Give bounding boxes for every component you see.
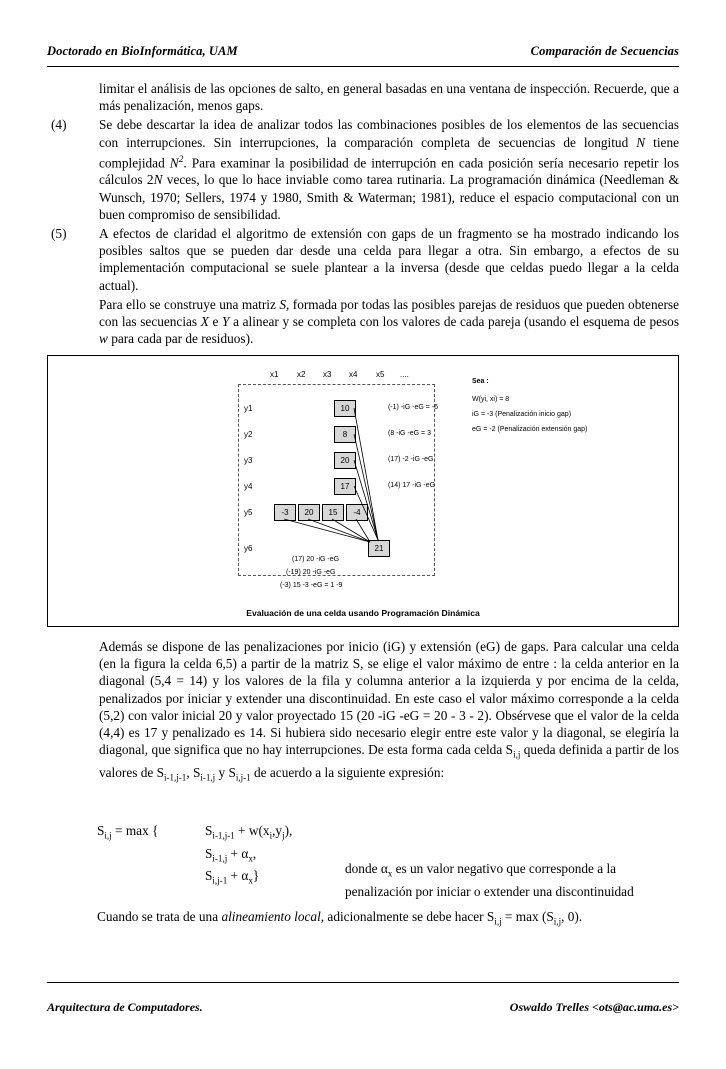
note-text-b: es un valor negativo que corresponde a la penalización por iniciar o extender una discontinuidad xyxy=(345,861,634,899)
figure-annotation-6: (-19) 20 -iG -eG xyxy=(286,569,336,576)
formula-lead-S: S xyxy=(97,823,105,838)
matrix-text-d: a alinear y se completa con los valores de cada pareja (usando el esquema de pesos xyxy=(229,314,679,330)
after-fig-sub-4: i,j-1 xyxy=(235,772,251,783)
page-header xyxy=(47,44,679,59)
header-right: Comparación de Secuencias xyxy=(530,44,679,58)
figure-content xyxy=(48,356,678,626)
paragraph-matrix xyxy=(47,296,679,348)
formula-lead-sub: i,j xyxy=(104,830,112,841)
item4-text-b: tiene complejidad xyxy=(99,134,679,171)
formula-l1-sub3: j xyxy=(282,830,285,841)
footer-left: Arquitectura de Computadores. xyxy=(47,1000,203,1014)
figure-col-label-x4: x4 xyxy=(349,370,358,379)
figure-row-label-y3: y3 xyxy=(244,456,253,465)
figure-cell-20b: 20 xyxy=(298,504,320,521)
figure-caption: Evaluación de una celda usando Programación Dinámica xyxy=(246,608,480,618)
formula-l1-sub2: i xyxy=(269,830,273,841)
formula-l2-a: S xyxy=(205,845,213,861)
document-body xyxy=(47,80,679,347)
figure-annotation-2: (8 -iG -eG = 3 xyxy=(388,430,431,437)
item4-N: N xyxy=(636,134,646,150)
footer-divider xyxy=(47,982,679,983)
figure-row-label-y4: y4 xyxy=(244,482,253,491)
formula-l1-c: ,y xyxy=(272,823,283,838)
formula-l3-b: + α xyxy=(227,868,249,884)
figure-annotation-5: (17) 20 -iG -eG xyxy=(292,556,340,563)
figure-annotation-1: (-1) -iG -eG = -6 xyxy=(388,404,438,411)
formula-l3-sub2: x xyxy=(248,875,253,886)
matrix-symbol-Y: Y xyxy=(222,314,230,330)
formula-l2-b: + α xyxy=(227,845,249,861)
item5-text: A efectos de claridad el algoritmo de extensión con gaps de un fragmento se ha mostrado indicando los posibles saltos que se pueden dar desde una celda para llegar a otra. Sin embargo, a efectos de su implementación computacional se suele plantear a la inversa (desde que celdas puedo llegar a la celda actual). xyxy=(99,226,679,293)
after-fig-sub-3: i-1,j xyxy=(200,772,216,783)
figure-legend-title: Sea : xyxy=(472,378,489,385)
matrix-symbol-X: X xyxy=(200,314,209,330)
closing-a: Cuando se trata de una xyxy=(97,909,222,924)
closing-sub-2: i,j xyxy=(553,916,562,927)
matrix-text-c: e xyxy=(208,314,223,330)
figure-cell-21: 21 xyxy=(368,540,390,557)
figure-cell-17: 17 xyxy=(334,478,356,495)
figure-col-label-x3: x3 xyxy=(323,370,332,379)
paragraph-intro: limitar el análisis de las opciones de salto, en general basadas en una ventana de inspección. Recuerde, que a más penalización, menos gaps. xyxy=(99,81,679,114)
note-sub: x xyxy=(387,868,393,879)
figure-col-label-x1: x1 xyxy=(270,370,279,379)
figure-annotation-4: (14) 17 -iG -eG xyxy=(388,482,436,489)
paragraph-item-4 xyxy=(47,116,679,223)
closing-paragraph xyxy=(97,908,677,931)
formula-note xyxy=(345,860,677,900)
formula-l2-sub2: x xyxy=(248,853,253,864)
after-fig-text-c: , S xyxy=(186,765,201,781)
after-fig-text-a: Además se dispone de las penalizaciones por inicio (iG) y extensión (eG) de gaps. Para calcular una celda (en la figura la celda 6,5) a partir de la matriz S, se elige el valor máximo de entre : la celda anterior en la diagonal (5,4 = 14) y los valores de la fila y columna anterior a la izquierda y por encima de la celda, penalizados por iniciar y extender una discontinuidad. En este caso el valor máximo corresponde a la celda (5,2) con valor inicial 20 y valor proyectado 15 (20 -iG -eG = 20 - 3 - 2). Obsérvese que el valor de la celda (4,4) es 17 y penalizado es 14. Si hubiera sido necesario elegir entre este valor y la diagonal, se elegiría la diagonal, que significa que no hay interrupciones. De esta forma cada celda S xyxy=(99,639,679,758)
figure-cell-minus3: -3 xyxy=(274,504,296,521)
closing-b: , adicionalmente se debe hacer S xyxy=(320,909,495,924)
footer-right: Oswaldo Trelles <ots@ac.uma.es> xyxy=(509,1000,679,1014)
formula-lead xyxy=(97,822,205,845)
figure-row-label-y2: y2 xyxy=(244,430,253,439)
figure-annotation-3: (17) -2 -iG -eG xyxy=(388,456,434,463)
formula-l3-a: S xyxy=(205,868,213,884)
closing-c: = max (S xyxy=(501,909,554,924)
item4-N3: N xyxy=(153,172,163,188)
page-footer xyxy=(47,1000,679,1015)
figure-arrows xyxy=(48,356,678,626)
figure-cell-15: 15 xyxy=(322,504,344,521)
matrix-text-a: Para ello se construye una matriz xyxy=(99,296,280,312)
formula-l3-sub: i,j-1 xyxy=(212,875,228,886)
figure-row-label-y5: y5 xyxy=(244,508,253,517)
item4-text-a: Se debe descartar la idea de analizar todos las combinaciones posibles de los elementos de las secuencias con interrupciones. Sin interrupciones, la comparación completa de secuencias de longitud xyxy=(99,117,679,150)
figure-legend-item-w: W(yi, xi) = 8 xyxy=(472,396,510,403)
after-fig-sub-2: i-1,j-1 xyxy=(164,772,187,783)
after-fig-sub-1: i,j xyxy=(513,749,521,760)
figure-cell-10: 10 xyxy=(334,400,356,417)
item4-text-c: . Para examinar la posibilidad de interrupción en cada posición sería necesario repetir los cálculos 2 xyxy=(99,155,679,188)
document-body-after-figure xyxy=(47,638,679,787)
figure-annotation-7: (-3) 15 -3 -eG = 1 -9 xyxy=(280,582,343,589)
header-divider xyxy=(47,66,679,67)
formula-lead-rest: = max { xyxy=(111,823,159,838)
formula-l1-d: ), xyxy=(284,823,293,838)
item-number-4: (4) xyxy=(51,117,67,133)
item4-exponent: 2 xyxy=(178,153,184,165)
matrix-text-b: formada por todas las posibles parejas de residuos que pueden obtenerse con las secuencias xyxy=(99,296,679,330)
formula-l2-sub: i-1,j xyxy=(212,853,228,864)
figure-legend-item-ig: iG = -3 (Penalización inicio gap) xyxy=(472,411,572,418)
header-left: Doctorado en BioInformática, UAM xyxy=(47,44,238,58)
figure-row-label-y1: y1 xyxy=(244,404,253,413)
closing-d: , 0). xyxy=(561,909,583,924)
formula-l3-c: } xyxy=(252,868,260,884)
figure-col-label-x2: x2 xyxy=(297,370,306,379)
paragraph-item-5 xyxy=(47,225,679,294)
formula-l1-a: S xyxy=(205,823,213,838)
formula-line-1 xyxy=(97,822,677,845)
figure-cell-minus4: -4 xyxy=(346,504,368,521)
note-text-a: donde α xyxy=(345,861,388,876)
figure-legend-item-eg: eG = -2 (Penalización extensión gap) xyxy=(472,426,588,433)
item-number-5: (5) xyxy=(51,226,67,242)
figure-dynamic-programming xyxy=(47,355,679,627)
paragraph-after-figure xyxy=(47,638,679,787)
after-fig-text-e: de acuerdo a la siguiente expresión: xyxy=(250,765,445,781)
figure-cell-8: 8 xyxy=(334,426,356,443)
figure-col-label-x5: x5 xyxy=(376,370,385,379)
item4-text-d: veces, lo que lo hace inviable como tarea rutinaria. La programación dinámica (Needleman & Wunsch, 1970; Sellers, 1974 y 1980, Smith & Waterman; 1981), reduce el espacio computacional con un buen compromiso de sensibilidad. xyxy=(99,172,679,222)
matrix-text-e: para cada par de residuos). xyxy=(107,331,254,347)
after-fig-text-d: y S xyxy=(215,765,236,781)
formula-l1-b: + w(x xyxy=(234,823,270,838)
closing-italic: alineamiento local xyxy=(221,909,321,924)
matrix-symbol-w: w xyxy=(99,331,108,347)
after-fig-text-b: queda definida a partir de los valores de S xyxy=(99,742,679,781)
figure-cell-20: 20 xyxy=(334,452,356,469)
matrix-symbol-S: S, xyxy=(279,296,290,312)
figure-col-label-ellipsis: .... xyxy=(400,370,409,379)
item4-N2: N xyxy=(169,155,179,171)
formula-l1-sub: i-1,j-1 xyxy=(212,830,235,841)
formula-l2-c: , xyxy=(252,845,257,861)
figure-row-label-y6: y6 xyxy=(244,544,253,553)
closing-sub-1: i,j xyxy=(494,916,502,927)
